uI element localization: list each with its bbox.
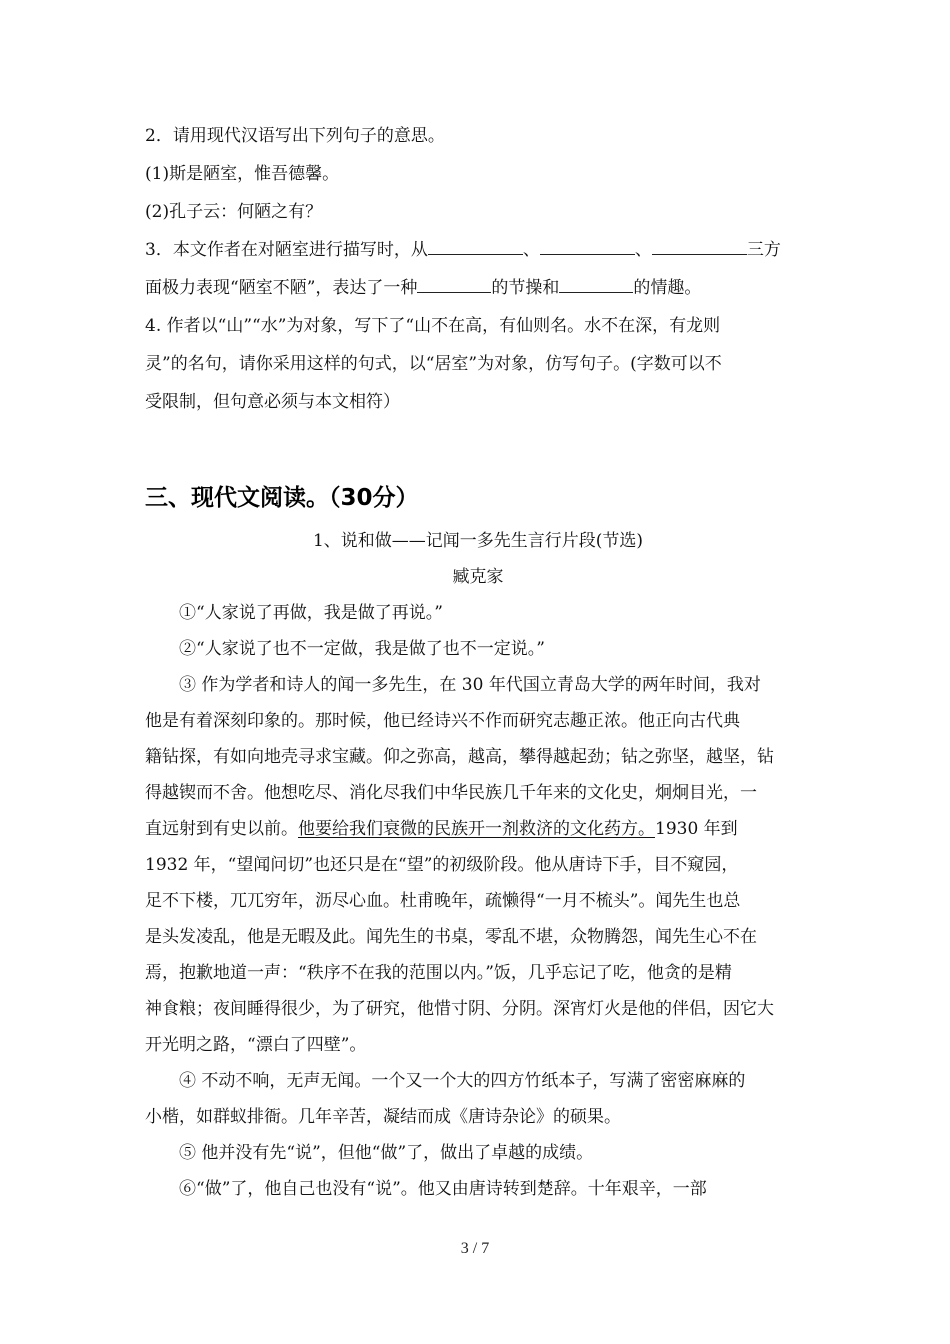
paragraph-3-line: 开光明之路，“漂白了四壁”。: [145, 1035, 367, 1055]
paragraph-3-line: 焉，抱歉地道一声：“秩序不在我的范围以内。”饭，几乎忘记了吃，他贪的是精: [145, 963, 732, 983]
paragraph-3-text: 直远射到有史以前。: [145, 819, 298, 839]
section-title: 三、现代文阅读。（30分）: [145, 485, 419, 511]
question-3-text-a: 3．本文作者在对陋室进行描写时，从: [145, 240, 428, 260]
paragraph-3-line: 他是有着深刻印象的。那时候，他已经诗兴不作而研究志趣正浓。他正向古代典: [145, 711, 740, 731]
paragraph-3-text: 1930 年到: [655, 819, 738, 839]
question-2-item-1: (1)斯是陋室，惟吾德馨。: [145, 164, 340, 184]
paragraph-3-line: 足不下楼，兀兀穷年，沥尽心血。杜甫晚年，疏懒得“一月不梳头”。闻先生也总: [145, 891, 741, 911]
article-title: 1、说和做——记闻一多先生言行片段(节选): [312, 531, 644, 551]
question-2-item-2: (2)孔子云：何陋之有？: [145, 202, 323, 222]
separator: 、: [634, 240, 652, 260]
question-4-line-2: 灵”的名句，请你采用这样的句式，以“居室”为对象，仿写句子。(字数可以不: [145, 354, 722, 374]
question-3-line-2: [145, 269, 811, 307]
paragraph-3-line: 神食粮；夜间睡得很少，为了研究，他惜寸阴、分阴。深宵灯火是他的伴侣，因它大: [145, 999, 774, 1019]
paragraph-3-line: [145, 811, 811, 847]
answer-blank[interactable]: [428, 240, 523, 255]
question-3-text-b: 三方: [746, 240, 781, 260]
answer-blank[interactable]: [417, 278, 491, 293]
paragraph-4-line: ④ 不动不响，无声无闻。一个又一个大的四方竹纸本子，写满了密密麻麻的: [179, 1071, 746, 1091]
page-content: [145, 117, 811, 1207]
paragraph-2: ②“人家说了也不一定做，我是做了也不一定说。”: [179, 639, 545, 659]
paragraph-1: ①“人家说了再做，我是做了再说。”: [179, 603, 443, 623]
paragraph-4-line: 小楷，如群蚁排衙。几年辛苦，凝结而成《唐诗杂论》的硕果。: [145, 1107, 621, 1127]
paragraph-5: ⑤ 他并没有先“说”，但他“做”了，做出了卓越的成绩。: [179, 1143, 594, 1163]
question-3-text-e: 的情趣。: [633, 278, 702, 298]
paragraph-3-line: 籍钻探，有如向地壳寻求宝藏。仰之弥高，越高，攀得越起劲；钻之弥坚，越坚，钻: [145, 747, 774, 767]
paragraph-3-line: ③ 作为学者和诗人的闻一多先生，在 30 年代国立青岛大学的两年时间，我对: [179, 675, 761, 695]
question-2: 2．请用现代汉语写出下列句子的意思。: [145, 126, 445, 146]
underlined-sentence: 他要给我们衰微的民族开一剂救济的文化药方。: [298, 819, 655, 839]
paragraph-3-line: 1932 年，“望闻问切”也还只是在“望”的初级阶段。他从唐诗下手，目不窥园，: [145, 855, 739, 875]
answer-blank[interactable]: [652, 240, 747, 255]
paragraph-6-line: ⑥“做”了，他自己也没有“说”。他又由唐诗转到楚辞。十年艰辛，一部: [179, 1179, 707, 1199]
paragraph-3-line: 是头发凌乱，他是无暇及此。闻先生的书桌，零乱不堪，众物腾怨，闻先生心不在: [145, 927, 757, 947]
question-4-line-1: 4. 作者以“山”“水”为对象，写下了“山不在高，有仙则名。水不在深，有龙则: [145, 316, 721, 336]
question-3-text-c: 面极力表现“陋室不陋”，表达了一种: [145, 278, 418, 298]
separator: 、: [522, 240, 540, 260]
answer-blank[interactable]: [559, 278, 633, 293]
question-3-text-d: 的节操和: [491, 278, 560, 298]
answer-blank[interactable]: [540, 240, 635, 255]
question-3-line-1: [145, 231, 811, 269]
article-author: 臧克家: [452, 567, 504, 587]
paragraph-3-line: 得越锲而不舍。他想吃尽、消化尽我们中华民族几千年来的文化史，炯炯目光，一: [145, 783, 757, 803]
question-4-line-3: 受限制，但句意必须与本文相符）: [145, 392, 400, 412]
page-number: 3 / 7: [460, 1240, 490, 1257]
